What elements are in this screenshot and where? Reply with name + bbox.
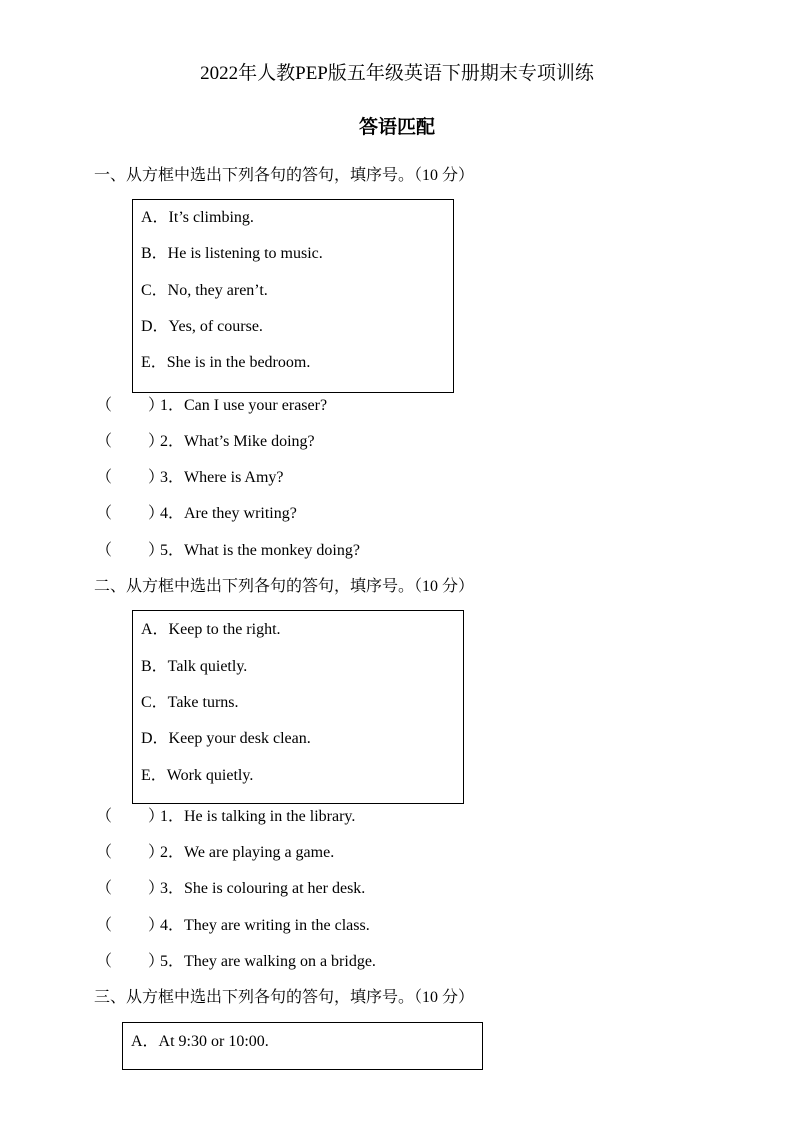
answer-paren-open: （ xyxy=(96,880,113,897)
answer-paren-open: （ xyxy=(96,433,113,450)
question-text: 2．What’s Mike doing? xyxy=(160,433,315,450)
page-title: 2022年人教PEP版五年级英语下册期末专项训练 xyxy=(200,63,594,84)
option-a: A．It’s climbing. xyxy=(141,209,254,226)
option-a: A．At 9:30 or 10:00. xyxy=(131,1033,269,1050)
question-row xyxy=(96,806,496,828)
answer-paren-close: ） xyxy=(148,844,165,861)
question-text: 1．Can I use your eraser? xyxy=(160,397,328,414)
page-subtitle: 答语匹配 xyxy=(358,117,435,138)
question-row xyxy=(96,915,496,937)
answer-paren-open: （ xyxy=(96,844,113,861)
option-e: E．Work quietly. xyxy=(141,767,254,784)
question-row xyxy=(96,878,496,900)
answer-paren-open: （ xyxy=(96,808,113,825)
answer-paren-close: ） xyxy=(148,880,165,897)
section-1-heading: 一、从方框中选出下列各句的答句，填序号。（10 分） xyxy=(94,167,475,184)
question-row xyxy=(96,503,496,525)
question-text: 1．He is talking in the library. xyxy=(160,808,356,825)
answer-paren-open: （ xyxy=(96,397,113,414)
option-c: C．Take turns. xyxy=(141,694,239,711)
section-2-heading: 二、从方框中选出下列各句的答句，填序号。（10 分） xyxy=(94,578,475,595)
answer-paren-close: ） xyxy=(148,953,165,970)
option-a: A．Keep to the right. xyxy=(141,621,281,638)
question-row xyxy=(96,540,496,562)
question-row xyxy=(96,951,496,973)
question-text: 3．She is colouring at her desk. xyxy=(160,880,366,897)
answer-paren-close: ） xyxy=(148,469,165,486)
section-1-options-box xyxy=(132,199,454,393)
section-2-options-box xyxy=(132,610,464,804)
question-row xyxy=(96,467,496,489)
question-text: 3．Where is Amy? xyxy=(160,469,284,486)
question-text: 4．They are writing in the class. xyxy=(160,917,370,934)
question-text: 2．We are playing a game. xyxy=(160,844,335,861)
question-row xyxy=(96,395,496,417)
answer-paren-close: ） xyxy=(148,397,165,414)
question-row xyxy=(96,431,496,453)
option-c: C．No, they aren’t. xyxy=(141,282,268,299)
question-text: 5．They are walking on a bridge. xyxy=(160,953,376,970)
option-b: B．Talk quietly. xyxy=(141,658,248,675)
answer-paren-open: （ xyxy=(96,469,113,486)
question-text: 5．What is the monkey doing? xyxy=(160,542,360,559)
answer-paren-close: ） xyxy=(148,433,165,450)
answer-paren-close: ） xyxy=(148,542,165,559)
answer-paren-close: ） xyxy=(148,808,165,825)
section-3-options-box xyxy=(122,1022,483,1070)
answer-paren-open: （ xyxy=(96,505,113,522)
option-d: D．Keep your desk clean. xyxy=(141,730,311,747)
option-d: D．Yes, of course. xyxy=(141,318,263,335)
answer-paren-open: （ xyxy=(96,953,113,970)
answer-paren-close: ） xyxy=(148,917,165,934)
question-row xyxy=(96,842,496,864)
answer-paren-close: ） xyxy=(148,505,165,522)
option-b: B．He is listening to music. xyxy=(141,245,323,262)
option-e: E．She is in the bedroom. xyxy=(141,354,311,371)
answer-paren-open: （ xyxy=(96,542,113,559)
section-3-heading: 三、从方框中选出下列各句的答句，填序号。（10 分） xyxy=(94,989,475,1006)
answer-paren-open: （ xyxy=(96,917,113,934)
question-text: 4．Are they writing? xyxy=(160,505,297,522)
